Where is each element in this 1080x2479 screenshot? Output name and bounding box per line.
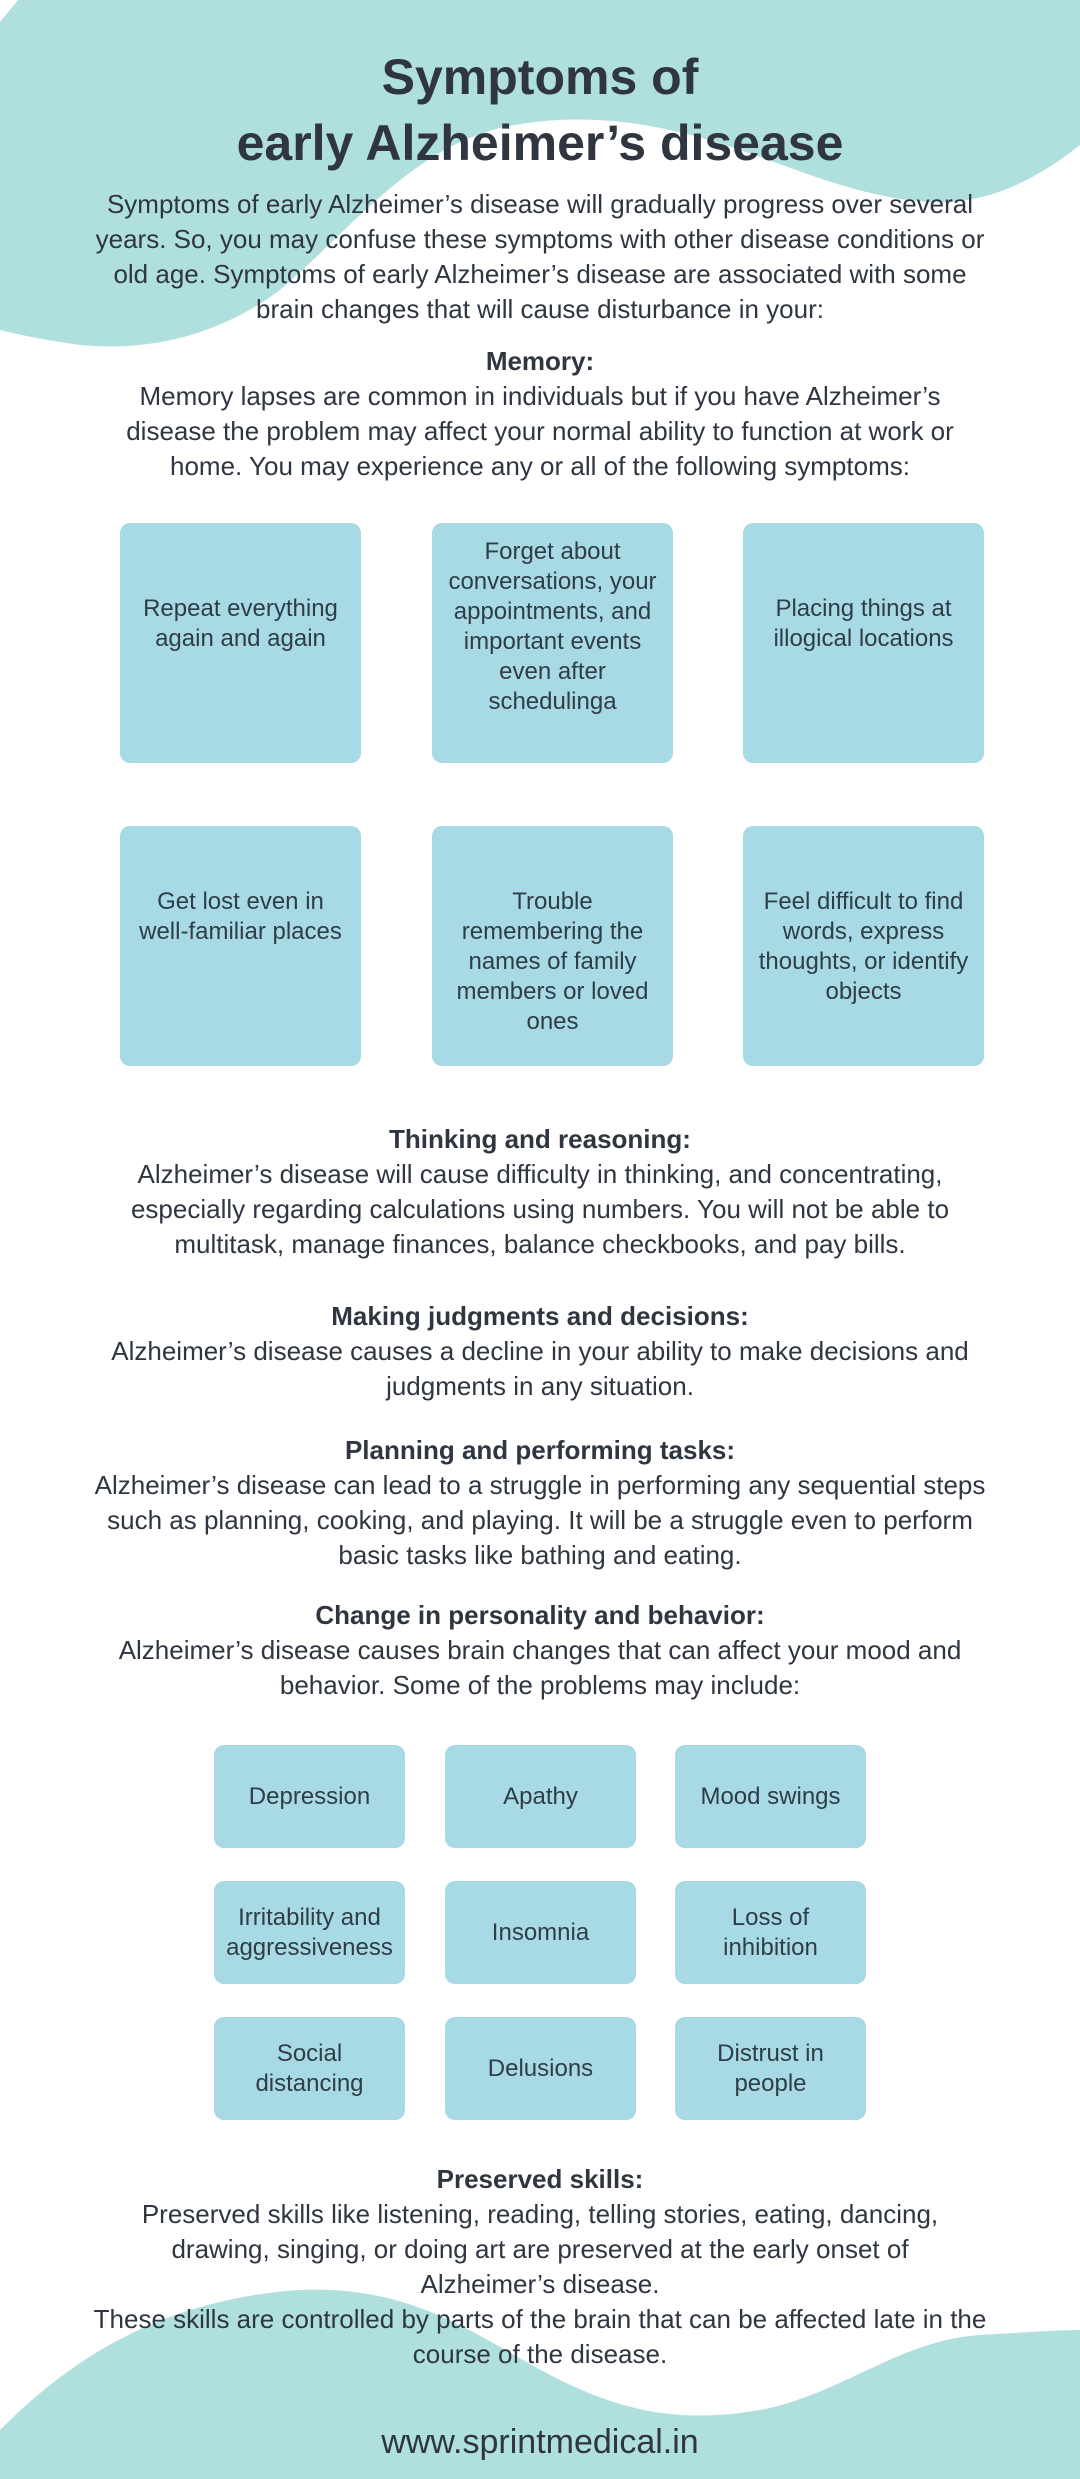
page-title-line2: early Alzheimer’s disease [236,115,844,171]
memory-symptom-text: Placing things at illogical locations [773,595,954,652]
intro-paragraph: Symptoms of early Alzheimer’s disease will gradually progress over several years. So, you may confuse these symptoms with other disease conditions or old age. Symptoms of early Alzheimer’s disease are associated with some brain changes that will cause disturbance in your: [95,189,985,324]
memory-symptom-card [743,523,984,763]
behavior-problem-text: Insomnia [491,1918,590,1946]
behavior-problem-text: Irritability and aggressiveness [226,1903,393,1961]
behavior-problem-card [675,2017,866,2120]
memory-symptom-text: Feel difficult to find words, express thoughts, or identify objects [758,888,969,1005]
personality-paragraph: Alzheimer’s disease causes brain changes that can affect your mood and behavior. Some of the problems may include: [118,1635,962,1700]
preserved-paragraph-1: Preserved skills like listening, reading, telling stories, eating, dancing, drawing, singing, or doing art are preserved at the early onset of Alzheimer’s disease. [141,2199,939,2299]
judgments-heading: Making judgments and decisions: [331,1301,749,1331]
memory-symptom-card [432,523,673,763]
behavior-problem-text: Depression [248,1782,371,1810]
memory-symptom-text: Repeat everything again and again [143,595,338,652]
memory-symptom-text: Trouble remembering the names of family members or loved ones [456,888,649,1035]
behavior-problem-text: Mood swings [700,1782,841,1810]
planning-paragraph: Alzheimer’s disease can lead to a struggle in performing any sequential steps such as planning, cooking, and playing. It will be a struggle even to perform basic tasks like bathing and eating. [94,1470,986,1570]
behavior-problem-text: Distrust in people [717,2039,824,2097]
page-title-line1: Symptoms of [381,49,699,105]
behavior-problem-card [214,2017,405,2120]
behavior-problem-card [675,1881,866,1984]
preserved-paragraph-2: These skills are controlled by parts of the brain that can be affected late in the course of the disease. [93,2304,987,2369]
judgments-paragraph: Alzheimer’s disease causes a decline in your ability to make decisions and judgments in any situation. [111,1336,969,1401]
memory-symptom-card [432,826,673,1066]
thinking-paragraph: Alzheimer’s disease will cause difficulty in thinking, and concentrating, especially regarding calculations using numbers. You will not be able to multitask, manage finances, balance checkbooks, and pay bills. [130,1159,950,1259]
behavior-problem-card [675,1745,866,1848]
behavior-problem-text: Apathy [503,1782,578,1810]
behavior-problem-text: Delusions [487,2054,594,2082]
personality-heading: Change in personality and behavior: [315,1600,765,1630]
thinking-heading: Thinking and reasoning: [389,1124,691,1154]
memory-symptom-text: Forget about conversations, your appointments, and important events even after schedulinga [448,538,657,715]
memory-paragraph: Memory lapses are common in individuals but if you have Alzheimer’s disease the problem may affect your normal ability to function at work or home. You may experience any or all of the following symptoms: [126,381,954,481]
memory-symptom-card [120,523,361,763]
memory-symptom-card [743,826,984,1066]
behavior-problem-card [445,1745,636,1848]
memory-symptom-card [120,826,361,1066]
behavior-problem-text: Social distancing [255,2039,364,2097]
memory-symptom-text: Get lost even in well-familiar places [139,888,342,945]
website-link[interactable]: www.sprintmedical.in [381,2423,699,2461]
planning-heading: Planning and performing tasks: [344,1435,736,1465]
memory-heading: Memory: [485,346,595,376]
behavior-problem-card [214,1881,405,1984]
behavior-problem-card [214,1745,405,1848]
preserved-heading: Preserved skills: [436,2164,644,2194]
behavior-problem-card [445,1881,636,1984]
behavior-problem-text: Loss of inhibition [723,1903,818,1961]
behavior-problem-card [445,2017,636,2120]
